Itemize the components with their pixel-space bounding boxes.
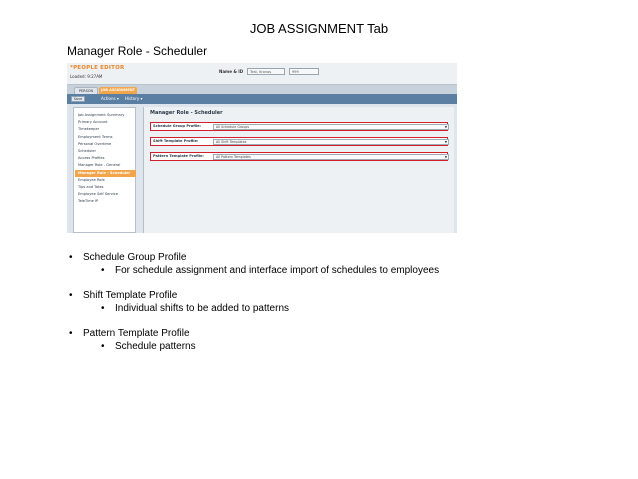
tab-person[interactable]: PERSON xyxy=(74,87,98,94)
app-title: *PEOPLE EDITOR xyxy=(70,65,125,71)
bullet-icon: • xyxy=(101,265,105,276)
pattern-template-profile-row xyxy=(150,152,448,161)
bullet-icon: • xyxy=(69,290,73,301)
sidebar-item-timekeeper[interactable]: Timekeeper xyxy=(78,127,100,132)
slide-subtitle: Manager Role - Scheduler xyxy=(67,44,208,58)
bullet-text: Pattern Template Profile xyxy=(83,328,190,339)
toolbar xyxy=(67,94,457,104)
sub-bullet-text: Schedule patterns xyxy=(115,341,196,352)
id-field[interactable]: 999 xyxy=(289,68,319,75)
tab-job-assignment[interactable]: JOB ASSIGNMENT xyxy=(100,88,136,92)
actions-menu[interactable]: Actions ▾ xyxy=(101,96,119,101)
pattern-template-profile-value: All Pattern Templates xyxy=(216,155,251,159)
sidebar-item-primary-account[interactable]: Primary Account xyxy=(78,120,108,125)
chevron-down-icon: ▼ xyxy=(444,155,447,159)
chevron-down-icon: ▼ xyxy=(444,125,447,129)
name-id-label: Name & ID xyxy=(219,69,244,74)
sidebar-item-tips-and-totes[interactable]: Tips and Totes xyxy=(78,185,104,189)
sub-bullet-item xyxy=(101,303,289,314)
embedded-screenshot xyxy=(67,63,457,233)
app-header xyxy=(67,63,457,85)
bullet-item xyxy=(69,290,177,301)
bullet-icon: • xyxy=(101,341,105,352)
bullet-icon: • xyxy=(69,252,73,263)
bullet-icon: • xyxy=(69,328,73,339)
sub-bullet-item xyxy=(101,341,196,352)
history-menu[interactable]: History ▾ xyxy=(125,96,143,101)
tab-bar xyxy=(67,85,457,94)
sidebar-item-manager-role-scheduler[interactable]: Manager Role - Scheduler xyxy=(75,170,136,177)
bullet-item xyxy=(69,252,186,263)
sidebar-item-manager-role-general[interactable]: Manager Role - General xyxy=(78,163,121,168)
sub-bullet-item xyxy=(101,265,439,276)
pattern-template-profile-select[interactable] xyxy=(213,154,449,160)
shift-template-profile-row xyxy=(150,137,448,146)
schedule-group-profile-row xyxy=(150,122,448,131)
shift-template-profile-select[interactable] xyxy=(213,139,449,145)
schedule-group-profile-value: All Schedule Groups xyxy=(216,125,250,129)
bullet-text: Shift Template Profile xyxy=(83,290,178,301)
sidebar-item-personal-overtime[interactable]: Personal Overtime xyxy=(78,141,112,146)
save-button[interactable]: Save xyxy=(71,96,85,102)
main-panel xyxy=(143,107,454,233)
shift-template-profile-label: Shift Template Profile: xyxy=(153,139,199,143)
bullet-item xyxy=(69,328,190,339)
sidebar-item-employee-self-service[interactable]: Employee Self Service xyxy=(78,192,119,197)
shift-template-profile-value: All Shift Templates xyxy=(216,140,247,144)
sub-bullet-text: For schedule assignment and interface import of schedules to employees xyxy=(115,265,440,276)
pattern-template-profile-label: Pattern Template Profile: xyxy=(153,154,204,158)
bullet-icon: • xyxy=(101,303,105,314)
bullet-text: Schedule Group Profile xyxy=(83,252,187,263)
schedule-group-profile-label: Schedule Group Profile: xyxy=(153,124,201,128)
sub-bullet-text: Individual shifts to be added to patterns xyxy=(115,303,290,314)
sidebar xyxy=(73,107,136,233)
slide-title: JOB ASSIGNMENT Tab xyxy=(249,21,389,36)
sidebar-item-teletime-ip[interactable]: TeleTime IP xyxy=(78,199,99,204)
sidebar-item-scheduler[interactable]: Scheduler xyxy=(78,149,96,153)
loaded-timestamp: Loaded: 9:27AM xyxy=(70,74,103,79)
chevron-down-icon: ▼ xyxy=(444,140,447,144)
name-field[interactable]: Test, Kronos xyxy=(247,68,285,75)
sidebar-item-employment-terms[interactable]: Employment Terms xyxy=(78,134,113,139)
sidebar-item-access-profiles[interactable]: Access Profiles xyxy=(78,156,105,161)
panel-title: Manager Role - Scheduler xyxy=(150,110,223,116)
sidebar-item-employee-role[interactable]: Employee Role xyxy=(78,177,105,182)
schedule-group-profile-select[interactable] xyxy=(213,124,449,130)
sidebar-item-job-assignment-summary[interactable]: Job Assignment Summary xyxy=(78,113,125,117)
